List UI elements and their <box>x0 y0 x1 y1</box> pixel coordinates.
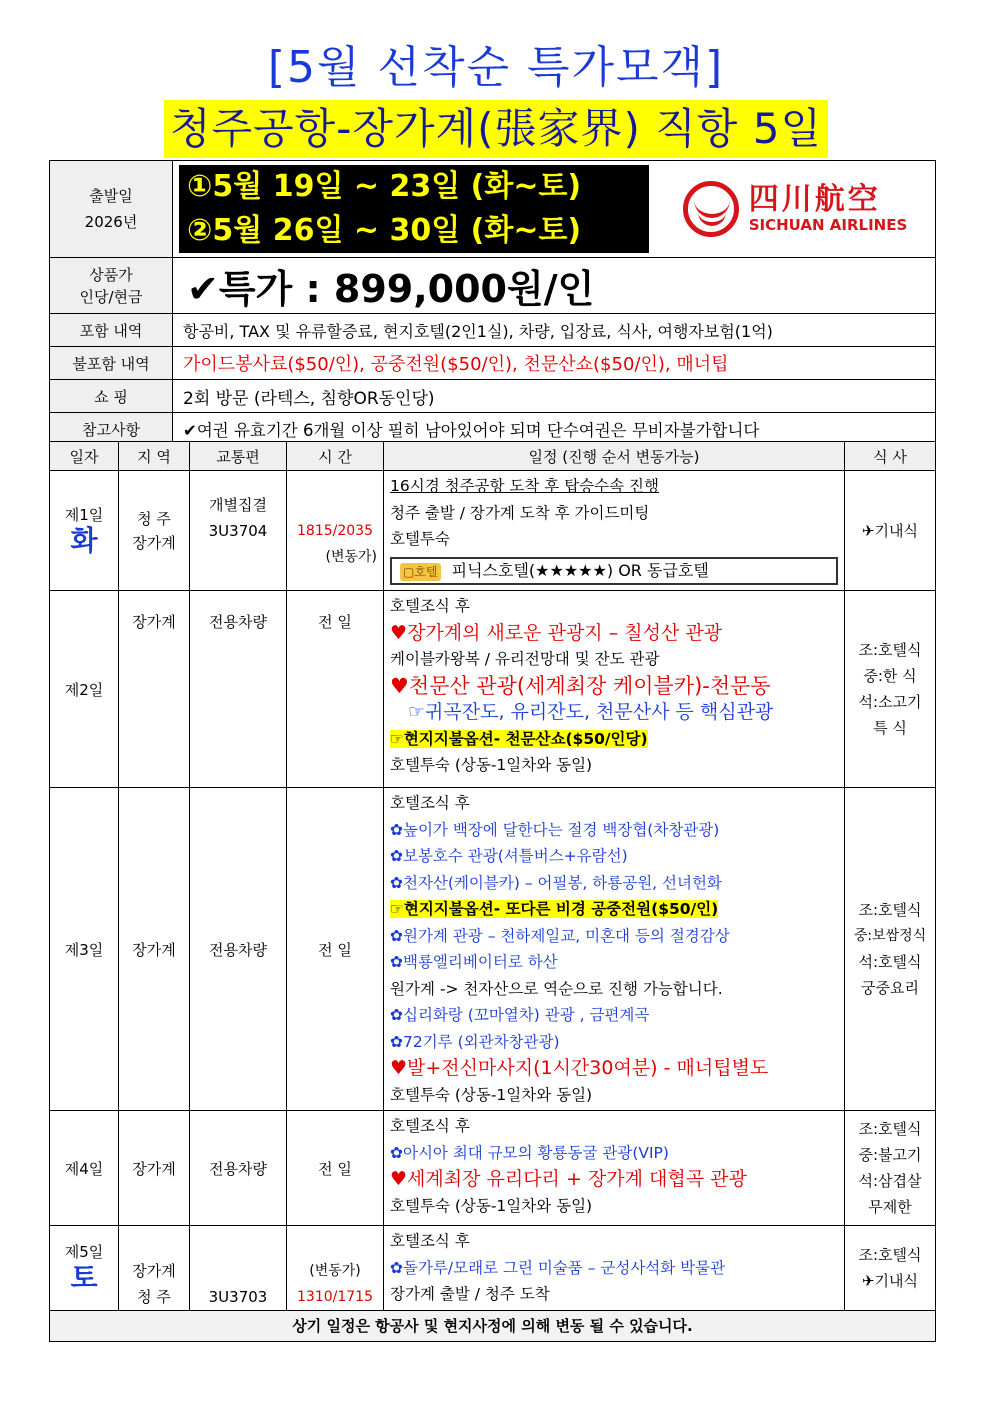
airline-name-en: SICHUAN AIRLINES <box>748 216 908 234</box>
header-region: 지 역 <box>119 442 190 471</box>
day-cell: 제5일 토 <box>50 1226 119 1311</box>
region-cell: 장가계 <box>119 788 190 1111</box>
page-title: [5월 선착순 특가모객] <box>267 42 725 93</box>
header-meals: 식 사 <box>845 442 936 471</box>
exclude-label: 불포함 내역 <box>50 347 173 380</box>
schedule-cell: 호텔조식 후 ✿높이가 백장에 달한다는 절경 백장협(차창관광) ✿보봉호수 관광(셔틀버스+유람선) ✿천자산(케이블카) – 어필봉, 하룡공원, 선녀헌화 ☞현지지불옵션- 또다른 비경 공중전원($50/인) ✿원가계 관광 – 천하제일교, 미혼대 등의 절경감상 ✿백룡엘리베이터로 하산 원가계 -> 천자산으로 역순으로 진행 가능합니다. ✿십리화랑 (꼬마열차) 관광 , 금편계곡 ✿72기루 (외관차창관광) ♥발+전신마사지(1시간30여분) - 매너팁별도 호텔투숙 (상동-1일차와 동일) <box>384 788 845 1111</box>
itinerary-row <box>50 1226 936 1311</box>
header-time: 시 간 <box>287 442 384 471</box>
transport-cell: 3U3703 <box>190 1226 287 1311</box>
meals-cell: 조:호텔식 중:불고기 석:삼겹살 무제한 <box>845 1111 936 1226</box>
product-info-table <box>49 160 936 446</box>
footer-notice: 상기 일정은 항공사 및 현지사정에 의해 변동 될 수 있습니다. <box>50 1310 936 1341</box>
transport-cell: 개별집결 3U3704 <box>190 471 287 591</box>
meals-cell: 조:호텔식 중:한 식 석:소고기 특 식 <box>845 591 936 788</box>
day-cell: 제1일 화 <box>50 471 119 591</box>
schedule-cell: 호텔조식 후 ♥장가계의 새로운 관광지 – 칠성산 관광 케이블카왕복 / 유리전망대 및 잔도 관광 ♥천문산 관광(세계최장 케이블카)-천문동 ☞귀곡잔도, 유리잔도, 천문산사 등 핵심관광 ☞현지지불옵션- 천문산쇼($50/인당) 호텔투숙 (상동-1일차와 동일) <box>384 591 845 788</box>
note-label: 참고사항 <box>50 413 173 446</box>
airline-bird-icon <box>683 181 739 237</box>
departure-date-1: ①5월 19일 ~ 23일 (화~토) <box>179 165 649 209</box>
transport-cell: 전용차량 <box>190 1111 287 1226</box>
transport-cell: 전용차량 <box>190 788 287 1111</box>
page-subtitle: 청주공항-장가계(張家界) 직항 5일 <box>164 100 828 158</box>
region-cell: 장가계 <box>119 1111 190 1226</box>
time-cell: (변동가) 1310/1715 <box>287 1226 384 1311</box>
header-schedule: 일정 (진행 순서 변동가능) <box>384 442 845 471</box>
header-day: 일자 <box>50 442 119 471</box>
departure-date-2: ②5월 26일 ~ 30일 (화~토) <box>179 209 649 253</box>
transport-cell: 전용차량 <box>190 591 287 788</box>
time-cell: 1815/2035 (변동가) <box>287 471 384 591</box>
price-label: 상품가 인당/현금 <box>50 258 173 314</box>
itinerary-row <box>50 1111 936 1226</box>
day-of-week: 토 <box>70 1261 98 1295</box>
hotel-info: ▢호텔 피닉스호텔(★★★★★) OR 동급호텔 <box>390 557 838 585</box>
departure-dates <box>173 161 656 258</box>
note-value: ✔여권 유효기간 6개월 이상 필히 남아있어야 되며 단수여권은 무비자불가합니다 <box>173 413 936 446</box>
meals-cell: 조:호텔식 ✈기내식 <box>845 1226 936 1311</box>
day-cell: 제3일 <box>50 788 119 1111</box>
itinerary-row <box>50 788 936 1111</box>
itinerary-table <box>49 441 936 1342</box>
include-value: 항공비, TAX 및 유류할증료, 현지호텔(2인1실), 차량, 입장료, 식사, 여행자보험(1억) <box>173 314 936 347</box>
day-cell: 제4일 <box>50 1111 119 1226</box>
region-cell: 청 주 장가계 <box>119 471 190 591</box>
itinerary-row <box>50 471 936 591</box>
meals-cell: ✈기내식 <box>845 471 936 591</box>
schedule-cell: 호텔조식 후 ✿아시아 최대 규모의 황룡동굴 관광(VIP) ♥세계최장 유리다리 + 장가계 대협곡 관광 호텔투숙 (상동-1일차와 동일) <box>384 1111 845 1226</box>
airline-name-cn: 四川航空 <box>748 182 881 217</box>
header-transport: 교통편 <box>190 442 287 471</box>
shopping-label: 쇼 핑 <box>50 380 173 413</box>
itinerary-row <box>50 591 936 788</box>
exclude-value: 가이드봉사료($50/인), 공중전원($50/인), 천문산쇼($50/인), 매너팁 <box>173 347 936 380</box>
depart-label: 출발일 2026년 <box>50 161 173 258</box>
meals-cell: 조:호텔식 중:보쌈정식 석:호텔식 궁중요리 <box>845 788 936 1111</box>
day-of-week: 화 <box>70 524 98 557</box>
airline-logo <box>655 161 936 258</box>
shopping-value: 2회 방문 (라텍스, 침향OR동인당) <box>173 380 936 413</box>
schedule-cell: 호텔조식 후 ✿돌가루/모래로 그린 미술품 – 군성사석화 박물관 장가계 출발 / 청주 도착 <box>384 1226 845 1311</box>
time-cell: 전 일 <box>287 1111 384 1226</box>
region-cell: 장가계 <box>119 591 190 788</box>
price-value: ✔특가 : 899,000원/인 <box>173 258 936 314</box>
time-cell: 전 일 <box>287 591 384 788</box>
region-cell: 장가계 청 주 <box>119 1226 190 1311</box>
schedule-cell: 16시경 청주공항 도착 후 탑승수속 진행 청주 출발 / 장가계 도착 후 가이드미팅 호텔투숙 ▢호텔 피닉스호텔(★★★★★) OR 동급호텔 <box>384 471 845 591</box>
day-cell: 제2일 <box>50 591 119 788</box>
include-label: 포함 내역 <box>50 314 173 347</box>
time-cell: 전 일 <box>287 788 384 1111</box>
hotel-icon: ▢호텔 <box>400 563 441 581</box>
